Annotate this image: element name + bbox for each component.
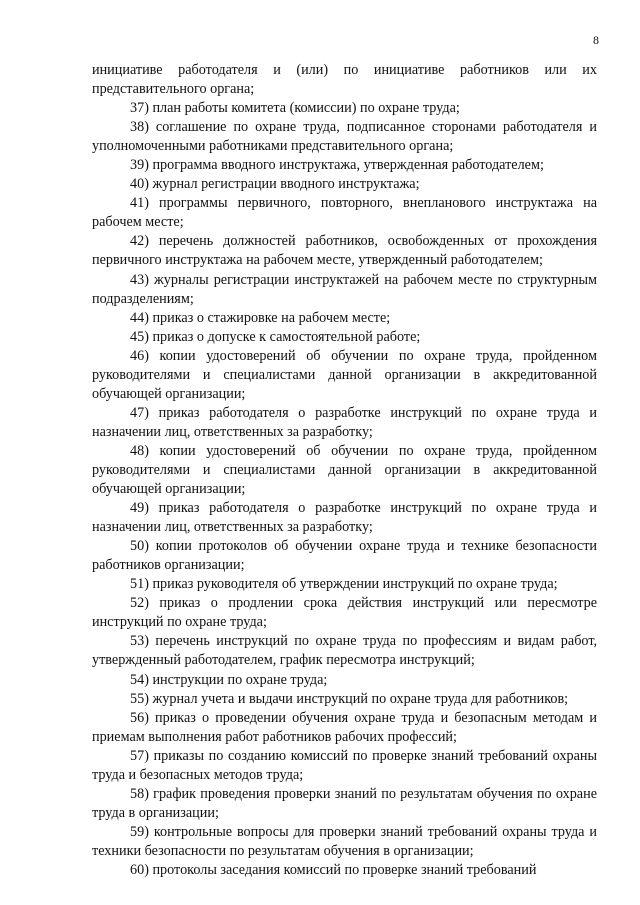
list-item-57: 57) приказы по созданию комиссий по проверке знаний требований охраны труда и безопасных методов труда; (92, 747, 597, 783)
list-item-54: 54) инструкции по охране труда; (130, 671, 328, 688)
list-item-44: 44) приказ о стажировке на рабочем месте; (130, 309, 391, 326)
list-item-49: 49) приказ работодателя о разработке инструкций по охране труда и назначении лиц, ответственных за разработку; (92, 500, 597, 536)
list-item-47: 47) приказ работодателя о разработке инструкций по охране труда и назначении лиц, ответственных за разработку; (92, 404, 597, 440)
list-item-51: 51) приказ руководителя об утверждении инструкций по охране труда; (130, 576, 558, 593)
list-item-56: 56) приказ о проведении обучения охране труда и безопасным методам и приемам выполнения работ работников рабочих профессий; (92, 709, 597, 745)
list-item-50: 50) копии протоколов об обучении охране труда и технике безопасности работников организации; (92, 538, 597, 574)
list-item-43: 43) журналы регистрации инструктажей на рабочем месте по структурным подразделениям; (92, 271, 597, 307)
list-item-38: 38) соглашение по охране труда, подписанное сторонами работодателя и уполномоченными работниками представительного органа; (92, 119, 597, 155)
list-item-55: 55) журнал учета и выдачи инструкций по охране труда для работников; (130, 690, 569, 707)
list-item-39: 39) программа вводного инструктажа, утвержденная работодателем; (130, 157, 544, 174)
list-item-40: 40) журнал регистрации вводного инструктажа; (130, 176, 420, 193)
list-item-42: 42) перечень должностей работников, освобожденных от прохождения первичного инструктажа на рабочем месте, утвержденный работодателем; (92, 233, 597, 269)
list-item-48: 48) копии удостоверений об обучении по охране труда, пройденном руководителями и специалистами данной организации в аккредитованной обучающей организации; (92, 442, 597, 498)
list-item-58: 58) график проведения проверки знаний по результатам обучения по охране труда в организации; (92, 785, 597, 821)
list-item-52: 52) приказ о продлении срока действия инструкций или пересмотре инструкций по охране труда; (92, 595, 597, 631)
list-item-45: 45) приказ о допуске к самостоятельной работе; (130, 328, 421, 345)
list-item-60: 60) протоколы заседания комиссий по проверке знаний требований (130, 861, 537, 878)
list-item-46: 46) копии удостоверений об обучении по охране труда, пройденном руководителями и специалистами данной организации в аккредитованной обучающей организации; (92, 347, 597, 402)
page-number: 8 (593, 33, 599, 47)
list-item-37: 37) план работы комитета (комиссии) по охране труда; (130, 100, 460, 117)
list-item-53: 53) перечень инструкций по охране труда по профессиям и видам работ, утвержденный работодателем, график пересмотра инструкций; (92, 633, 597, 669)
list-item-59: 59) контрольные вопросы для проверки знаний требований охраны труда и техники безопасности по результатам обучения в организации; (92, 823, 597, 859)
list-item-41: 41) программы первичного, повторного, внепланового инструктажа на рабочем месте; (92, 195, 597, 231)
document-body (92, 61, 597, 880)
paragraph-continuation: инициативе работодателя и (или) по инициативе работников или их представительного органа; (92, 62, 597, 98)
